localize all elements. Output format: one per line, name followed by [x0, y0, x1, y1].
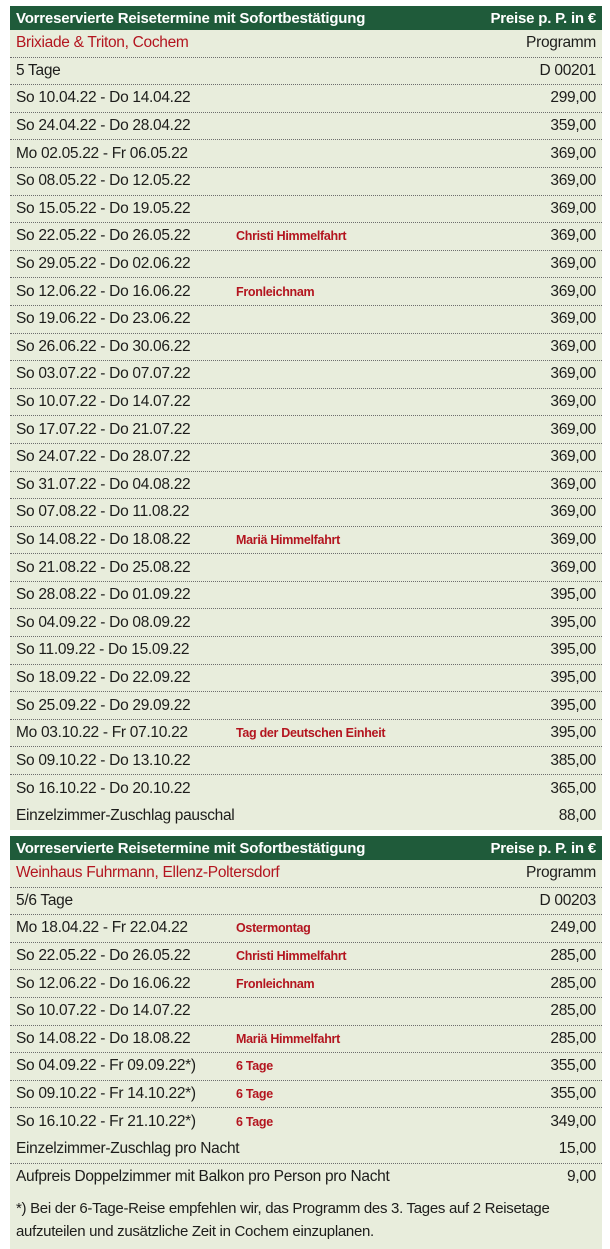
- date-range: So 09.10.22 - Fr 14.10.22*): [16, 1085, 196, 1103]
- date-range: So 14.08.22 - Do 18.08.22: [16, 530, 191, 548]
- date-range: Mo 02.05.22 - Fr 06.05.22: [16, 144, 188, 162]
- price-table-weinhaus: [10, 836, 602, 1249]
- table-row: [10, 223, 602, 251]
- holiday-note: Mariä Himmelfahrt: [236, 532, 340, 547]
- holiday-note: Fronleichnam: [236, 284, 315, 299]
- table-row: [10, 499, 602, 527]
- date-range: So 16.10.22 - Fr 21.10.22*): [16, 1113, 196, 1131]
- price: 369,00: [550, 337, 596, 355]
- date-range: So 10.07.22 - Do 14.07.22: [16, 393, 191, 411]
- date-range: So 24.04.22 - Do 28.04.22: [16, 117, 191, 135]
- table-row: [10, 609, 602, 637]
- table-row: [10, 251, 602, 279]
- header-title: Vorreservierte Reisetermine mit Sofortbestätigung: [16, 9, 366, 27]
- duration: 5 Tage: [16, 61, 61, 79]
- date-range: So 19.06.22 - Do 23.06.22: [16, 310, 191, 328]
- date-range: So 04.09.22 - Fr 09.09.22*): [16, 1057, 196, 1075]
- price: 385,00: [550, 751, 596, 769]
- price: 369,00: [550, 255, 596, 273]
- table-row: [10, 334, 602, 362]
- surcharge-label: Einzelzimmer-Zuschlag pauschal: [16, 807, 235, 825]
- price: 369,00: [550, 503, 596, 521]
- table-row: [10, 692, 602, 720]
- hotel-name: Weinhaus Fuhrmann, Ellenz-Poltersdorf: [16, 864, 280, 882]
- table-row: [10, 665, 602, 693]
- program-code: D 00201: [539, 61, 596, 79]
- table-row: [10, 361, 602, 389]
- date-range: So 29.05.22 - Do 02.06.22: [16, 255, 191, 273]
- price: 249,00: [550, 919, 596, 937]
- table-row: [10, 472, 602, 500]
- date-range: So 25.09.22 - Do 29.09.22: [16, 696, 191, 714]
- price: 355,00: [550, 1057, 596, 1075]
- date-range: So 10.07.22 - Do 14.07.22: [16, 1002, 191, 1020]
- table-row: [10, 637, 602, 665]
- price: 369,00: [550, 393, 596, 411]
- price: 369,00: [550, 475, 596, 493]
- table-row: [10, 775, 602, 803]
- price: 355,00: [550, 1085, 596, 1103]
- table-row: [10, 970, 602, 998]
- price: 395,00: [550, 668, 596, 686]
- table-row: [10, 582, 602, 610]
- price: 395,00: [550, 724, 596, 742]
- date-range: So 17.07.22 - Do 21.07.22: [16, 420, 191, 438]
- holiday-note: 6 Tage: [236, 1115, 273, 1130]
- surcharge-row: [10, 1164, 602, 1192]
- date-range: So 10.04.22 - Do 14.04.22: [16, 89, 191, 107]
- holiday-note: Mariä Himmelfahrt: [236, 1031, 340, 1046]
- header-price-label: Preise p. P. in €: [490, 839, 596, 857]
- table-row: [10, 278, 602, 306]
- table-row: [10, 168, 602, 196]
- price: 9,00: [567, 1168, 596, 1186]
- surcharge-row: [10, 1136, 602, 1164]
- program-code: D 00203: [539, 891, 596, 909]
- date-range: So 11.09.22 - Do 15.09.22: [16, 641, 190, 659]
- price-table-brixiade: [10, 6, 602, 830]
- header-title: Vorreservierte Reisetermine mit Sofortbestätigung: [16, 839, 366, 857]
- table-row: [10, 389, 602, 417]
- table-row: [10, 998, 602, 1026]
- extras: [10, 803, 602, 831]
- price: 369,00: [550, 365, 596, 383]
- price: 359,00: [550, 117, 596, 135]
- duration-row: [10, 58, 602, 86]
- table-header: [10, 6, 602, 30]
- date-range: So 08.05.22 - Do 12.05.22: [16, 172, 191, 190]
- price: 365,00: [550, 779, 596, 797]
- table-row: [10, 1053, 602, 1081]
- price: 285,00: [550, 1002, 596, 1020]
- date-range: So 22.05.22 - Do 26.05.22: [16, 947, 191, 965]
- price: 369,00: [550, 199, 596, 217]
- extras: [10, 1136, 602, 1191]
- date-range: So 16.10.22 - Do 20.10.22: [16, 779, 191, 797]
- date-rows: [10, 85, 602, 802]
- table-row: [10, 1108, 602, 1136]
- price: 369,00: [550, 530, 596, 548]
- date-range: So 18.09.22 - Do 22.09.22: [16, 668, 191, 686]
- table-row: [10, 720, 602, 748]
- holiday-note: Fronleichnam: [236, 976, 315, 991]
- price: 369,00: [550, 227, 596, 245]
- table-row: [10, 915, 602, 943]
- table-row: [10, 1026, 602, 1054]
- price: 285,00: [550, 947, 596, 965]
- date-range: So 21.08.22 - Do 25.08.22: [16, 558, 191, 576]
- date-range: Mo 18.04.22 - Fr 22.04.22: [16, 919, 188, 937]
- price: 349,00: [550, 1113, 596, 1131]
- date-range: Mo 03.10.22 - Fr 07.10.22: [16, 724, 188, 742]
- table-row: [10, 943, 602, 971]
- footnote: *) Bei der 6-Tage-Reise empfehlen wir, das Programm des 3. Tages auf 2 Reisetage aufzuteilen und zusätzliche Zeit in Cochem einzuplanen.: [16, 1200, 550, 1241]
- date-range: So 04.09.22 - Do 08.09.22: [16, 613, 191, 631]
- program-label: Programm: [526, 34, 596, 52]
- date-range: So 22.05.22 - Do 26.05.22: [16, 227, 191, 245]
- holiday-note: Tag der Deutschen Einheit: [236, 726, 386, 741]
- surcharge-label: Aufpreis Doppelzimmer mit Balkon pro Person pro Nacht: [16, 1168, 390, 1186]
- table-row: [10, 306, 602, 334]
- price: 395,00: [550, 586, 596, 604]
- date-range: So 09.10.22 - Do 13.10.22: [16, 751, 191, 769]
- price: 369,00: [550, 420, 596, 438]
- price: 88,00: [558, 807, 596, 825]
- holiday-note: Ostermontag: [236, 921, 311, 936]
- table-row: [10, 527, 602, 555]
- price: 395,00: [550, 613, 596, 631]
- duration-row: [10, 888, 602, 916]
- table-header: [10, 836, 602, 860]
- price: 285,00: [550, 1029, 596, 1047]
- price: 395,00: [550, 696, 596, 714]
- hotel-name: Brixiade & Triton, Cochem: [16, 34, 189, 52]
- date-range: So 03.07.22 - Do 07.07.22: [16, 365, 191, 383]
- price: 369,00: [550, 282, 596, 300]
- price: 395,00: [550, 641, 596, 659]
- hotel-row: [10, 30, 602, 58]
- date-range: So 14.08.22 - Do 18.08.22: [16, 1029, 191, 1047]
- holiday-note: Christi Himmelfahrt: [236, 229, 347, 244]
- table-row: [10, 444, 602, 472]
- holiday-note: 6 Tage: [236, 1059, 273, 1074]
- date-range: So 07.08.22 - Do 11.08.22: [16, 503, 190, 521]
- table-row: [10, 85, 602, 113]
- holiday-note: 6 Tage: [236, 1087, 273, 1102]
- price: 369,00: [550, 144, 596, 162]
- date-range: So 28.08.22 - Do 01.09.22: [16, 586, 191, 604]
- program-label: Programm: [526, 864, 596, 882]
- table-row: [10, 747, 602, 775]
- table-row: [10, 554, 602, 582]
- holiday-note: Christi Himmelfahrt: [236, 949, 347, 964]
- price: 369,00: [550, 172, 596, 190]
- date-range: So 12.06.22 - Do 16.06.22: [16, 974, 191, 992]
- table-row: [10, 416, 602, 444]
- price: 15,00: [558, 1140, 596, 1158]
- table-row: [10, 113, 602, 141]
- date-rows: [10, 915, 602, 1136]
- price: 369,00: [550, 558, 596, 576]
- price: 299,00: [550, 89, 596, 107]
- surcharge-row: [10, 803, 602, 831]
- table-row: [10, 1081, 602, 1109]
- date-range: So 24.07.22 - Do 28.07.22: [16, 448, 191, 466]
- price: 369,00: [550, 310, 596, 328]
- date-range: So 26.06.22 - Do 30.06.22: [16, 337, 191, 355]
- header-price-label: Preise p. P. in €: [490, 9, 596, 27]
- surcharge-label: Einzelzimmer-Zuschlag pro Nacht: [16, 1140, 240, 1158]
- price: 285,00: [550, 974, 596, 992]
- duration: 5/6 Tage: [16, 891, 73, 909]
- date-range: So 31.07.22 - Do 04.08.22: [16, 475, 191, 493]
- hotel-row: [10, 860, 602, 888]
- date-range: So 15.05.22 - Do 19.05.22: [16, 199, 191, 217]
- price: 369,00: [550, 448, 596, 466]
- table-row: [10, 140, 602, 168]
- date-range: So 12.06.22 - Do 16.06.22: [16, 282, 191, 300]
- table-row: [10, 196, 602, 224]
